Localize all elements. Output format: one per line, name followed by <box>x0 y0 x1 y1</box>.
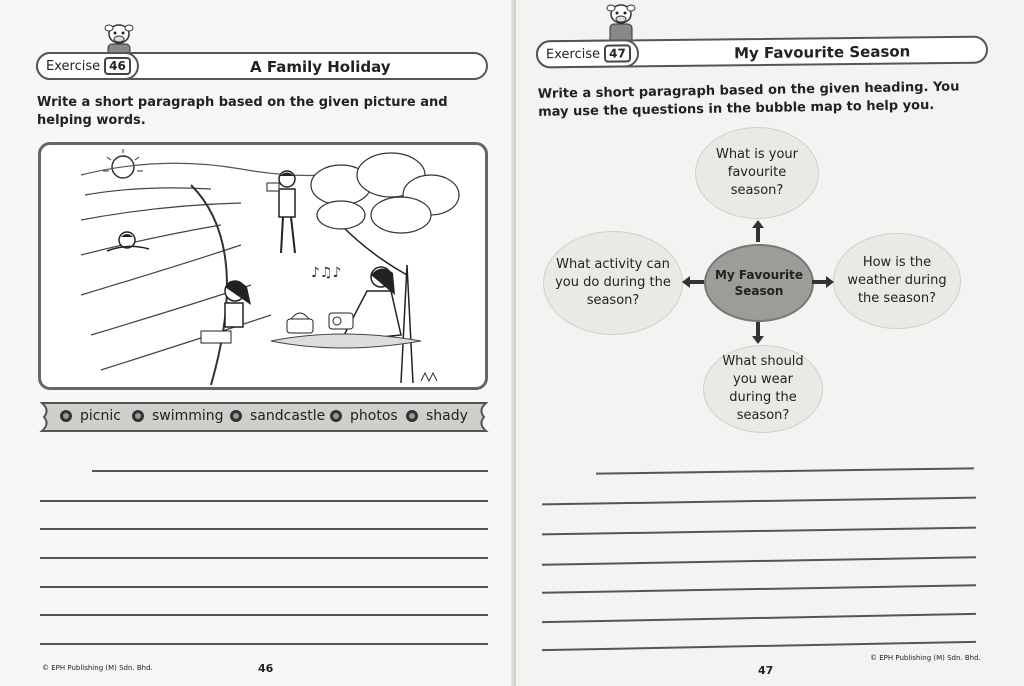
page-title: My Favourite Season <box>733 42 911 63</box>
bubble-text: What is your favourite season? <box>715 147 799 198</box>
bullet-icon <box>330 410 342 422</box>
writing-line[interactable] <box>542 497 976 505</box>
publisher-credit: © EPH Publishing (M) Sdn. Bhd. <box>870 654 981 662</box>
bubble-text: What should you wear during the season? <box>722 354 804 423</box>
helping-word-picnic <box>60 408 121 424</box>
picture-frame <box>38 142 488 390</box>
bullet-icon <box>230 410 242 422</box>
exercise-header <box>536 36 988 69</box>
exercise-number: 46 <box>104 57 131 75</box>
writing-line[interactable] <box>596 467 974 474</box>
helping-word-text: swimming <box>152 408 224 424</box>
page-number: 46 <box>258 662 274 675</box>
family-holiday-illustration <box>41 145 485 387</box>
bullet-icon <box>60 410 72 422</box>
helping-word-text: sandcastle <box>250 408 326 424</box>
writing-line[interactable] <box>40 557 488 559</box>
arrow-left-icon <box>682 276 704 288</box>
bubble-text: What activity can you do during the season? <box>555 257 671 308</box>
arrow-down-icon <box>752 322 764 344</box>
right-page <box>516 0 1024 686</box>
helping-word-swimming <box>132 408 224 424</box>
exercise-label: Exercise <box>46 58 101 74</box>
writing-line[interactable] <box>542 527 976 535</box>
bubble-top-question <box>696 128 818 218</box>
bullet-icon <box>132 410 144 422</box>
writing-line[interactable] <box>542 556 976 565</box>
writing-line[interactable] <box>40 614 488 616</box>
bubble-left-question <box>544 232 682 334</box>
bubble-bottom-question <box>704 346 822 432</box>
helping-word-photos <box>330 408 398 424</box>
publisher-credit: © EPH Publishing (M) Sdn. Bhd. <box>42 664 153 672</box>
arrow-up-icon <box>752 220 764 242</box>
helping-word-text: shady <box>426 408 468 424</box>
exercise-number: 47 <box>604 44 631 62</box>
writing-line[interactable] <box>92 470 488 472</box>
helping-word-text: photos <box>350 408 398 424</box>
svg-text:♪♫♪: ♪♫♪ <box>311 265 342 281</box>
writing-line[interactable] <box>40 643 488 645</box>
writing-line[interactable] <box>40 586 488 588</box>
instruction-text: Write a short paragraph based on the given heading. You may use the questions in the bubble map to help you. <box>537 79 960 120</box>
bubble-text: How is the weather during the season? <box>847 255 947 306</box>
bubble-right-question <box>834 234 960 328</box>
writing-line[interactable] <box>542 584 976 593</box>
exercise-tag <box>36 52 139 80</box>
exercise-header <box>36 52 488 80</box>
helping-word-shady <box>406 408 468 424</box>
exercise-tag <box>536 39 639 68</box>
writing-line[interactable] <box>40 528 488 530</box>
bullet-icon <box>406 410 418 422</box>
page-number: 47 <box>758 664 774 677</box>
helping-words-banner <box>38 400 490 434</box>
writing-line[interactable] <box>40 500 488 502</box>
helping-word-text: picnic <box>80 408 121 424</box>
writing-line[interactable] <box>542 613 976 623</box>
bubble-center-topic <box>706 246 812 320</box>
page-title: A Family Holiday <box>250 58 391 76</box>
bubble-text: My Favourite Season <box>714 268 804 298</box>
helping-word-sandcastle <box>230 408 325 424</box>
writing-line[interactable] <box>542 641 976 651</box>
instruction-text: Write a short paragraph based on the given picture and helping words. <box>37 95 448 128</box>
exercise-label: Exercise <box>545 46 601 62</box>
arrow-right-icon <box>812 276 834 288</box>
